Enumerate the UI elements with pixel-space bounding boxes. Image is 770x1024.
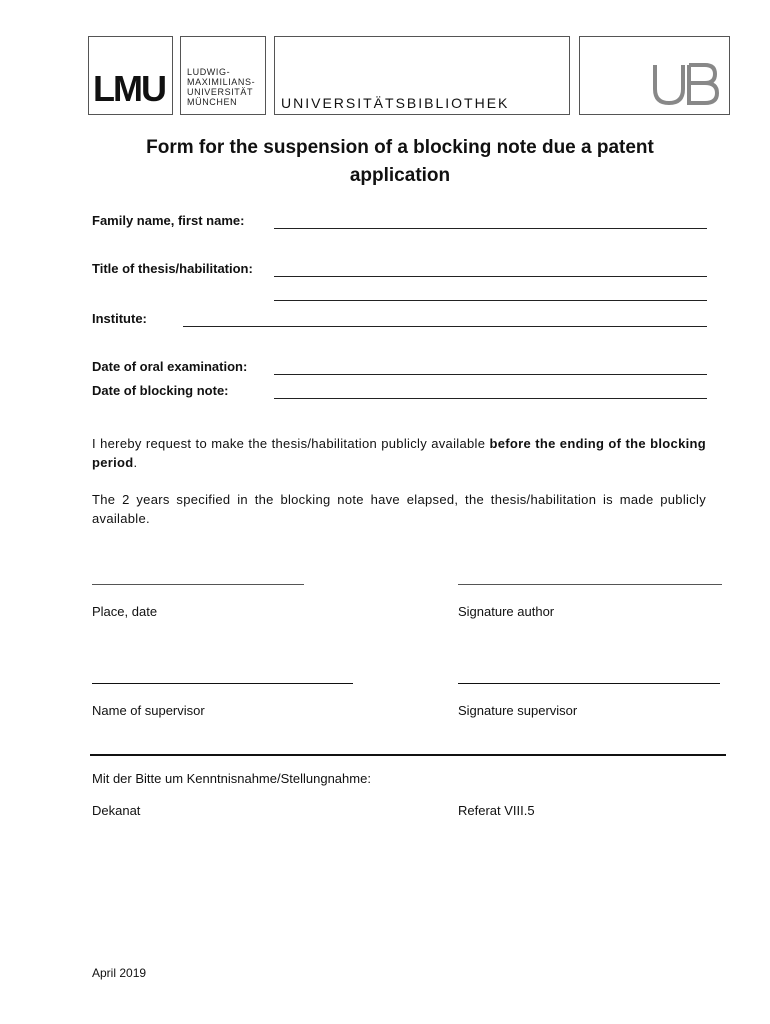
lmu-logo: LMU <box>93 68 165 109</box>
university-line-3: UNIVERSITÄT <box>187 87 254 97</box>
form-title-line-2: application <box>349 165 451 186</box>
university-line-2: MAXIMILIANS- <box>187 77 256 87</box>
place-date-label: Place, date <box>92 604 158 619</box>
university-name-box <box>180 36 266 115</box>
ub-logo <box>651 61 721 107</box>
place-date-line[interactable] <box>92 584 304 585</box>
blocking-note-date-field[interactable] <box>274 398 707 399</box>
thesis-title-field-line-2[interactable] <box>274 300 707 301</box>
university-line-1: LUDWIG- <box>187 67 231 77</box>
library-name: UNIVERSITÄTSBIBLIOTHEK <box>281 95 510 111</box>
request-bold-2: blocking period <box>92 436 706 470</box>
divider <box>90 754 726 756</box>
thesis-title-field[interactable] <box>274 276 707 277</box>
request-text: I hereby request to make the thesis/habilitation publicly available <box>92 436 490 451</box>
signature-supervisor-line[interactable] <box>458 683 720 684</box>
request-note: Mit der Bitte um Kenntnisnahme/Stellungnahme: <box>92 771 371 786</box>
thesis-title-label: Title of thesis/habilitation: <box>92 261 253 276</box>
oral-exam-date-field[interactable] <box>274 374 707 375</box>
family-name-field[interactable] <box>274 228 707 229</box>
oral-exam-date-label: Date of oral examination: <box>92 359 248 374</box>
referat-label: Referat VIII.5 <box>458 803 535 818</box>
request-bold-1: before the ending of the <box>489 436 646 451</box>
institute-label: Institute: <box>92 311 147 326</box>
ub-logo-box <box>579 36 730 115</box>
university-name <box>187 67 255 107</box>
request-paragraph <box>92 434 706 472</box>
name-supervisor-label: Name of supervisor <box>92 703 205 718</box>
form-title <box>60 134 740 190</box>
dekanat-label: Dekanat <box>92 803 141 818</box>
document-date: April 2019 <box>92 966 147 980</box>
family-name-label: Family name, first name: <box>92 213 245 228</box>
request-period: . <box>133 455 138 470</box>
form-title-line-1: Form for the suspension of a blocking note due a patent <box>146 137 654 158</box>
university-line-4: MÜNCHEN <box>187 97 238 107</box>
signature-supervisor-label: Signature supervisor <box>458 703 578 718</box>
institute-field[interactable] <box>183 326 707 327</box>
signature-author-line[interactable] <box>458 584 722 585</box>
signature-author-label: Signature author <box>458 604 555 619</box>
lmu-logo-box <box>88 36 173 115</box>
library-name-box <box>274 36 570 115</box>
blocking-note-date-label: Date of blocking note: <box>92 383 229 398</box>
elapsed-paragraph: The 2 years specified in the blocking note have elapsed, the thesis/habilitation is made publicly available. <box>92 492 706 526</box>
name-supervisor-line[interactable] <box>92 683 353 684</box>
